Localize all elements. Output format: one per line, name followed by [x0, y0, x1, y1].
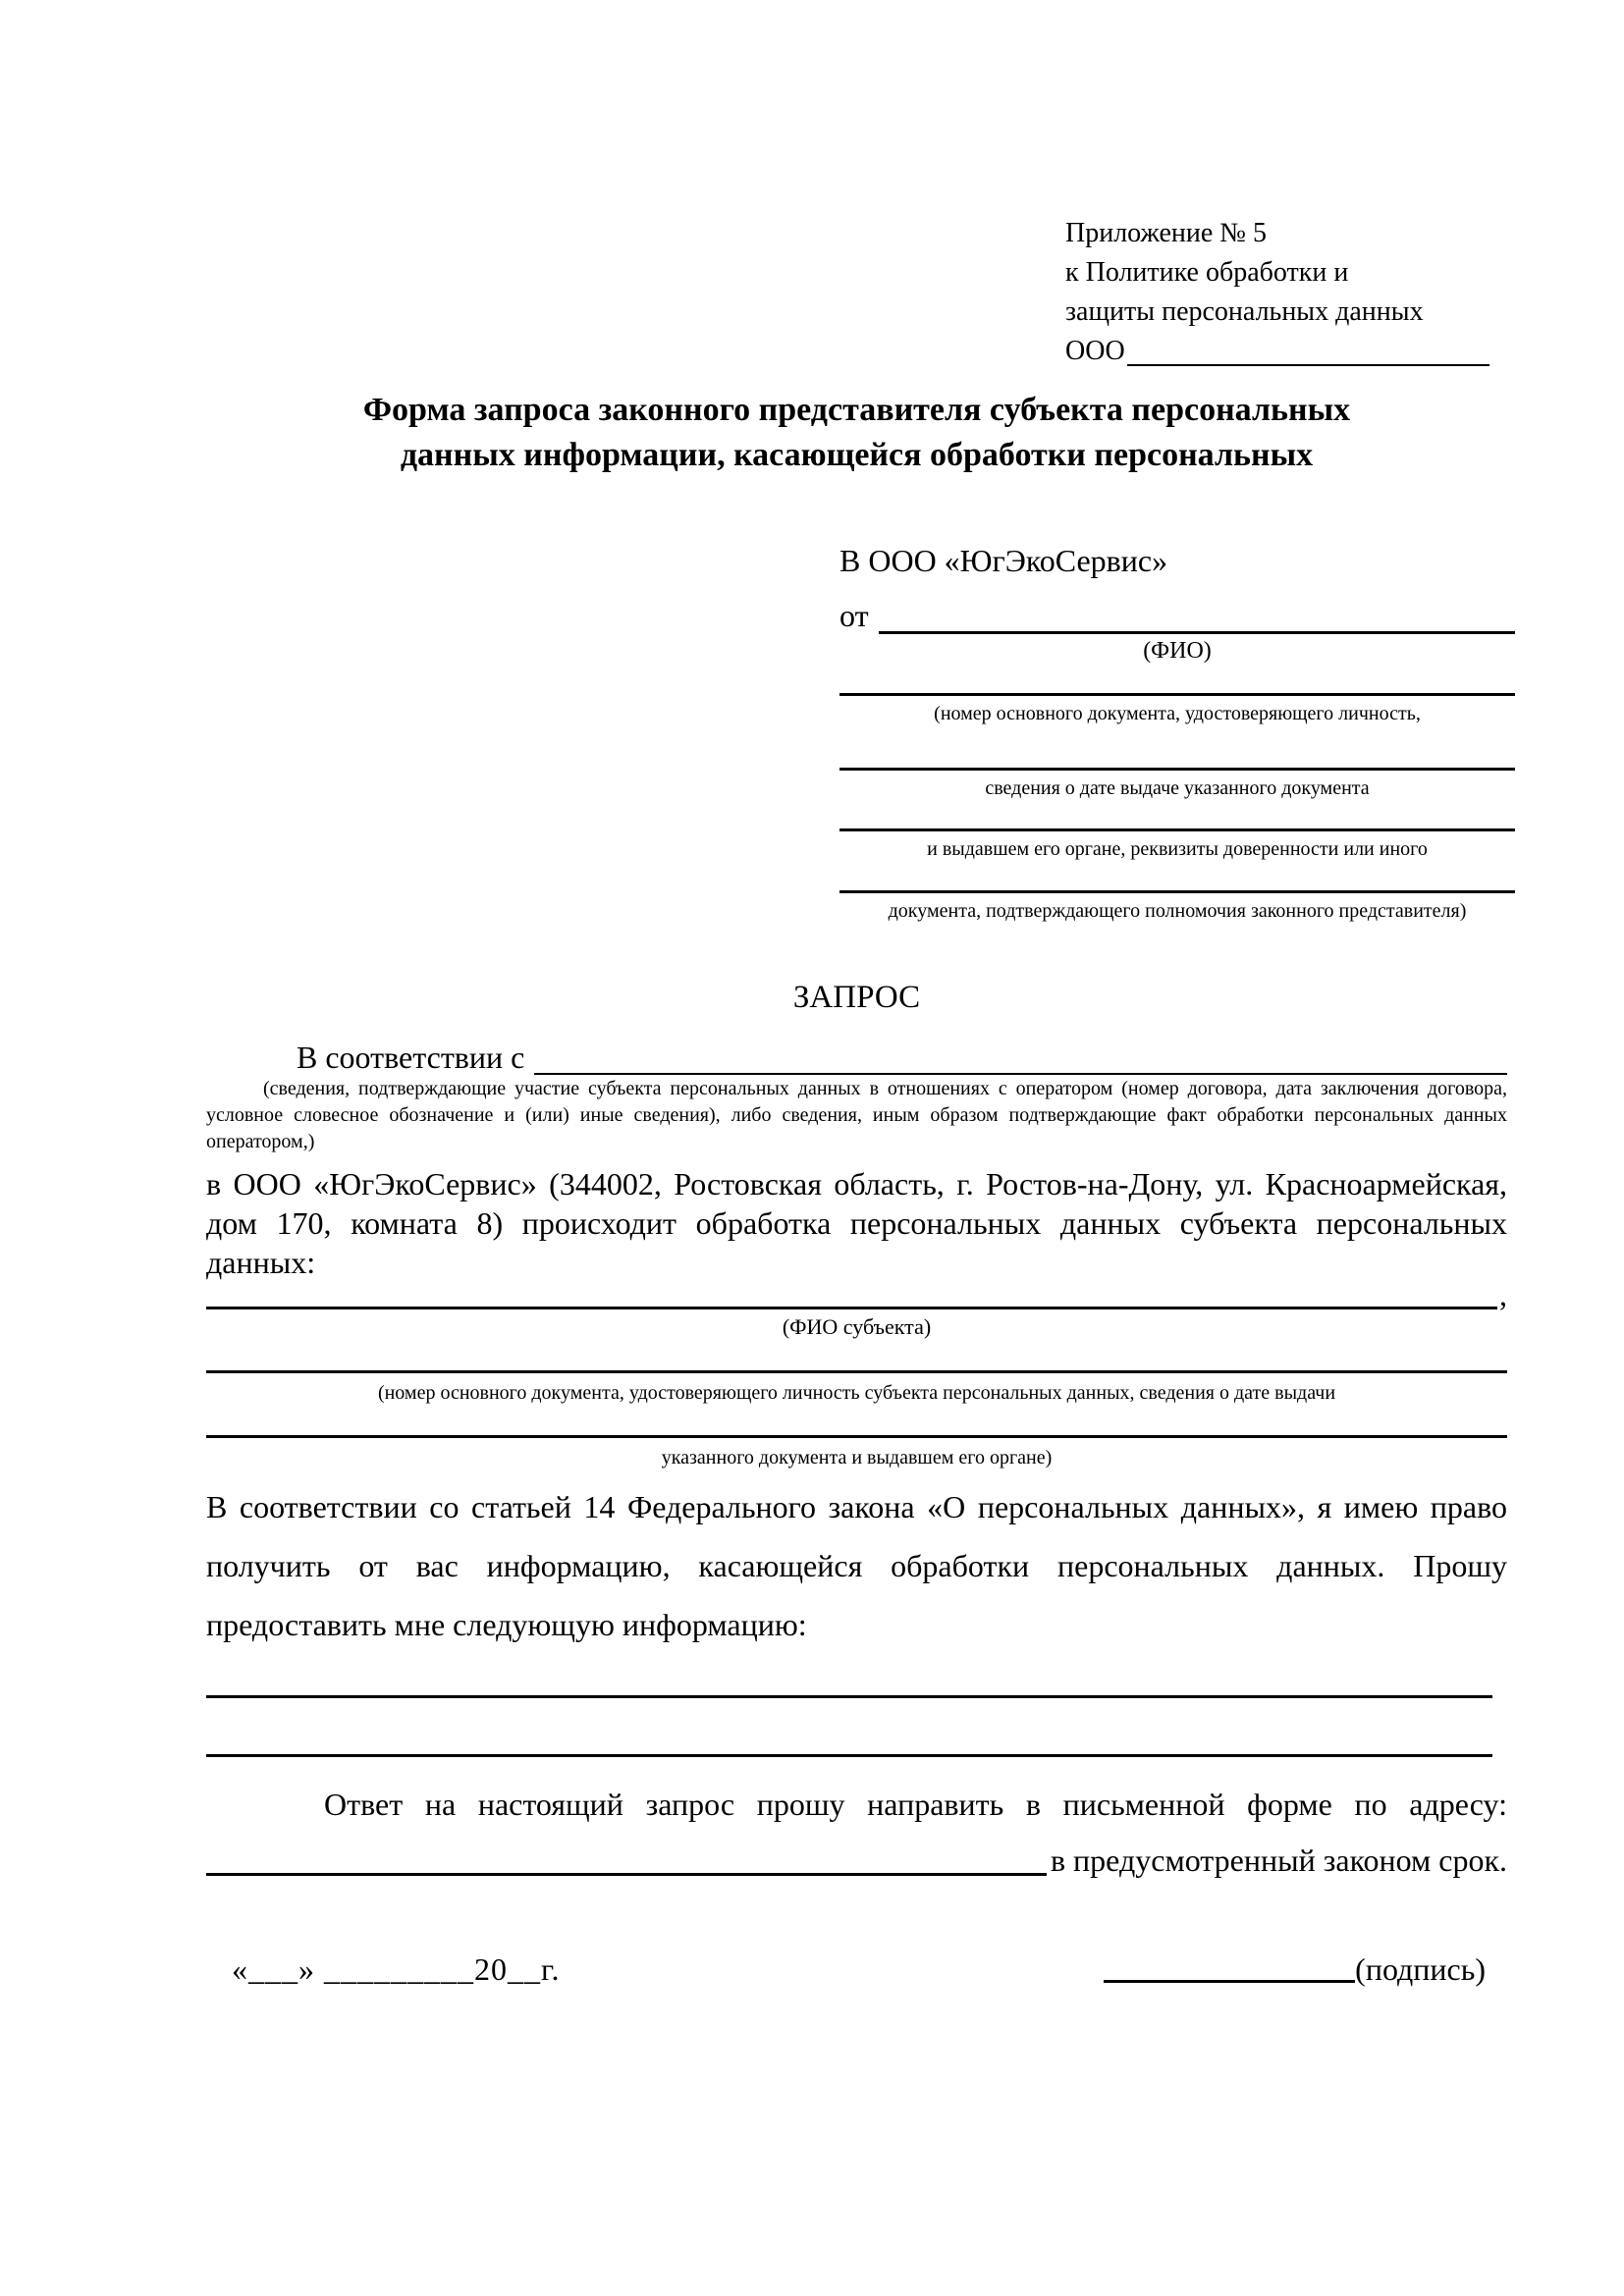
subject-doc-caption-1: (номер основного документа, удостоверяющего личность субъекта персональных данных, сведения о дате выдачи	[377, 1382, 1336, 1404]
subject-fio-field	[206, 1274, 1507, 1312]
subject-doc-blank-line-2	[206, 1435, 1507, 1438]
rights-paragraph: В соответствии со статьей 14 Федерального закона «О персональных данных», я имею право получить от вас информацию, касающейся обработки персональных данных. Прошу предоставить мне следующую информацию:	[206, 1489, 1507, 1642]
form-title	[206, 388, 1507, 478]
from-field	[839, 595, 1515, 634]
authority-doc-blank-line	[839, 890, 1515, 893]
form-title-line-1: Форма запроса законного представителя субъекта персональных	[362, 392, 1351, 428]
fio-blank-line	[879, 631, 1515, 634]
doc-issue-date-caption: сведения о дате выдаче указанного документа	[985, 777, 1370, 799]
info-blank-line-1	[206, 1695, 1492, 1698]
basis-blank-line	[534, 1073, 1507, 1075]
signature-blank-line	[1104, 1980, 1355, 1983]
info-blank-line-2	[206, 1754, 1492, 1757]
subject-doc-caption-2: указанного документа и выдавшем его органе)	[661, 1447, 1053, 1468]
annex-line-2: к Политике обработки и	[1065, 257, 1349, 288]
processing-paragraph: в ООО «ЮгЭкоСервис» (344002, Ростовская область, г. Ростов-на-Дону, ул. Красноармейская, дом 170, комната 8) происходит обработка персональных данных субъекта персональных данных:	[206, 1166, 1507, 1280]
subject-fio-comma: ,	[1499, 1277, 1507, 1312]
subject-doc-blank-line-1	[206, 1370, 1507, 1373]
doc-number-blank-line	[839, 693, 1515, 696]
signature-field	[1104, 1951, 1486, 1988]
annex-note	[1065, 214, 1489, 371]
reply-address-field	[206, 1836, 1507, 1879]
authority-doc-field	[839, 890, 1515, 925]
org-name-blank-line	[1127, 364, 1489, 366]
basis-lead: В соответствии с	[297, 1040, 525, 1075]
footer-row	[206, 1951, 1507, 1988]
doc-number-field	[839, 693, 1515, 727]
annex-line-1: Приложение № 5	[1065, 218, 1267, 248]
annex-line-3: защиты персональных данных	[1065, 296, 1424, 327]
basis-field	[206, 1037, 1507, 1076]
doc-issuer-caption: и выдавшем его органе, реквизиты доверенности или иного	[927, 838, 1428, 860]
subject-block	[206, 1274, 1507, 1471]
annex-org-row	[1065, 332, 1489, 371]
subject-fio-blank-line	[206, 1307, 1497, 1309]
signature-caption: (подпись)	[1355, 1951, 1486, 1987]
doc-issue-date-blank-line	[839, 768, 1515, 771]
form-title-line-2: данных информации, касающейся обработки персональных	[400, 437, 1314, 473]
authority-doc-caption: документа, подтверждающего полномочия законного представителя)	[888, 900, 1467, 922]
doc-number-caption: (номер основного документа, удостоверяющего личность,	[934, 703, 1421, 724]
subject-fio-caption: (ФИО субъекта)	[782, 1314, 932, 1339]
doc-issuer-blank-line	[839, 828, 1515, 831]
reply-term-text: в предусмотренный законом срок.	[1050, 1842, 1507, 1878]
basis-caption: (сведения, подтверждающие участие субъекта персональных данных в отношениях с оператором (номер договора, дата заключения договора, условное словесное обозначение и (или) иные сведения), либо сведения, иным образом подтверждающие факт обработки персональных данных оператором,)	[206, 1078, 1507, 1152]
doc-issue-date-field	[839, 768, 1515, 802]
annex-org-label: ООО	[1065, 336, 1125, 366]
reply-address-blank-line	[206, 1873, 1047, 1876]
fio-caption: (ФИО)	[1143, 638, 1212, 664]
addressee-block	[839, 540, 1515, 925]
request-heading: ЗАПРОС	[792, 980, 921, 1015]
doc-issuer-field	[839, 828, 1515, 863]
from-label: от	[839, 598, 869, 633]
reply-address-paragraph: Ответ на настоящий запрос прошу направить в письменной форме по адресу:	[324, 1787, 1507, 1822]
date-blank-text: «___» _________20__г.	[232, 1951, 561, 1987]
addressee-to: В ООО «ЮгЭкоСервис»	[839, 543, 1168, 578]
